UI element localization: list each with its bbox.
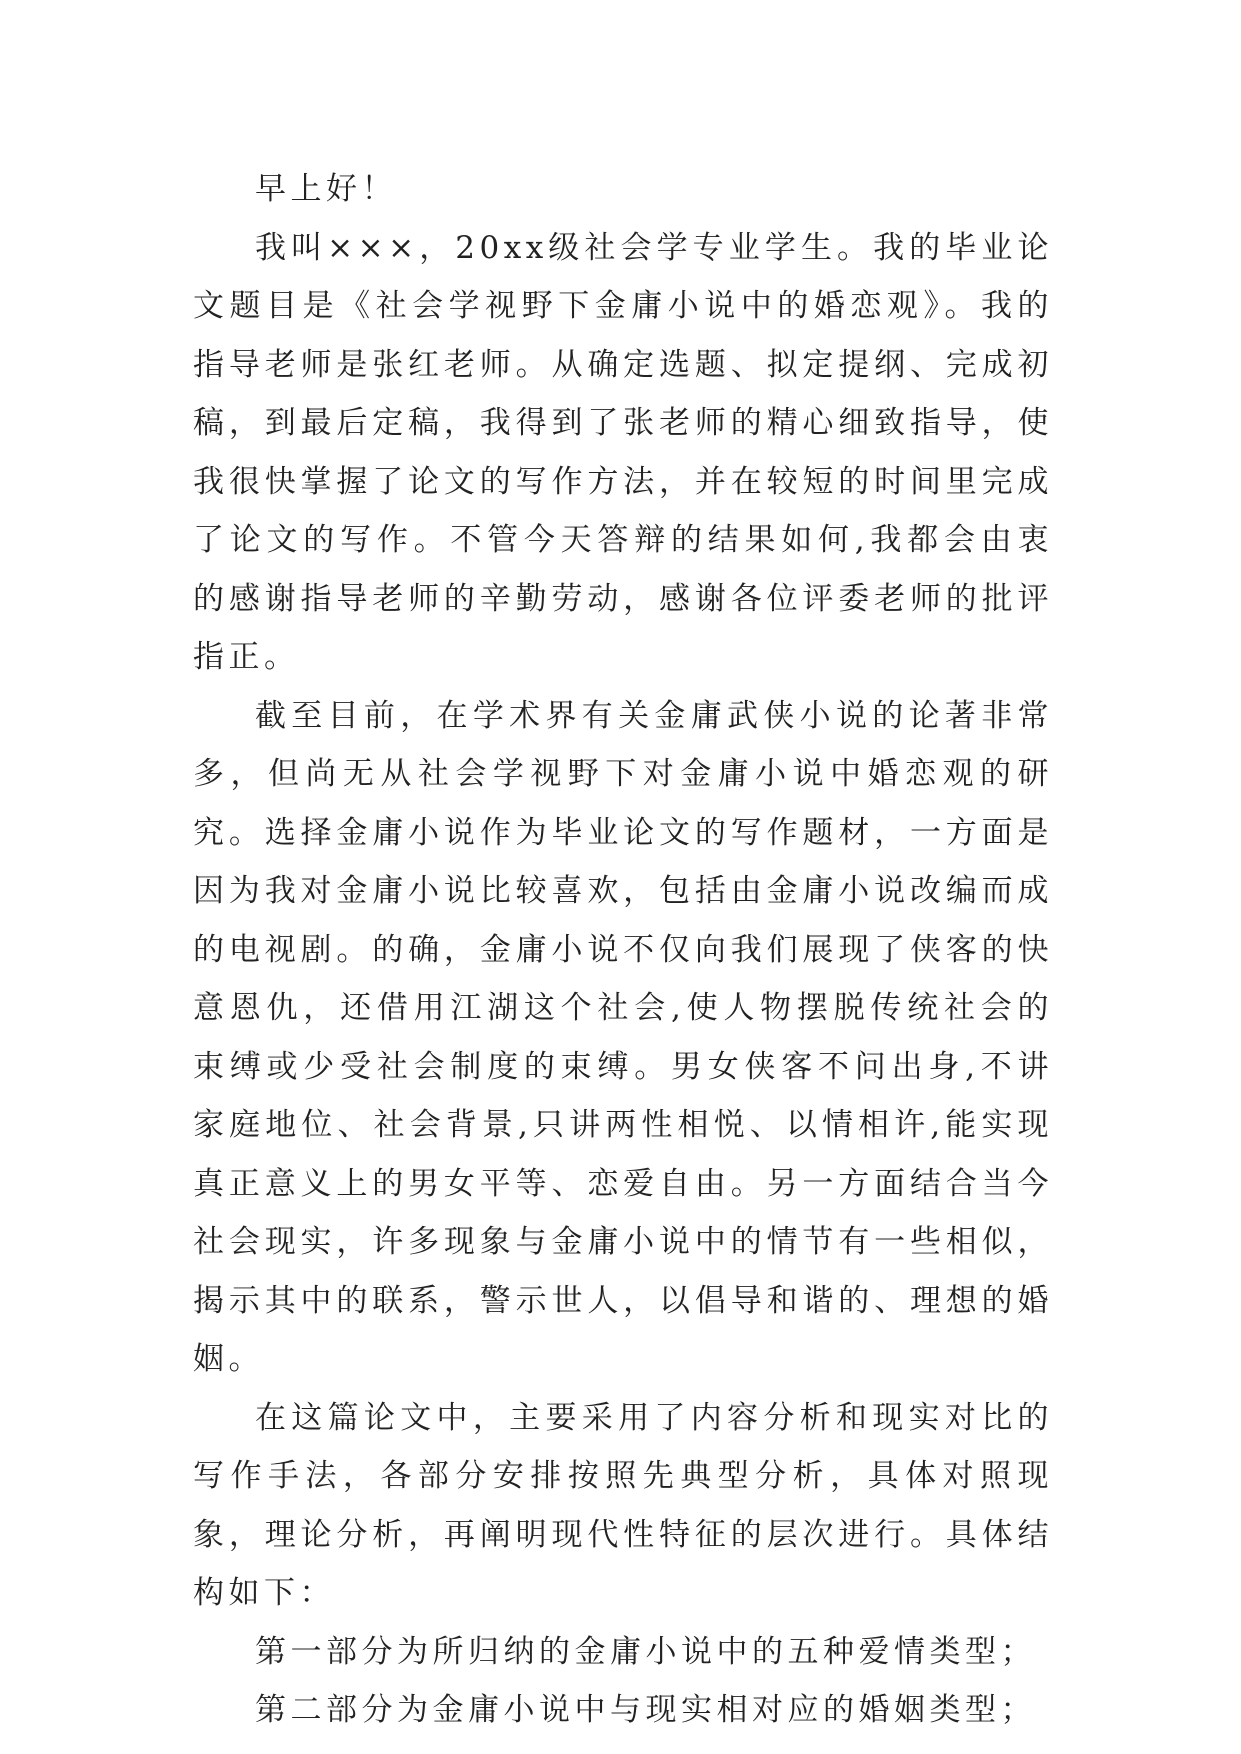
document-body xyxy=(193,160,1053,1740)
self-introduction-paragraph: 我叫×××，20xx级社会学专业学生。我的毕业论文题目是《社会学视野下金庸小说中的婚恋观》。我的指导老师是张红老师。从确定选题、拟定提纲、完成初稿，到最后定稿，我得到了张老师的精心细致指导，使我很快掌握了论文的写作方法，并在较短的时间里完成了论文的写作。不管今天答辩的结果如何,我都会由衷的感谢指导老师的辛勤劳动，感谢各位评委老师的批评指正。 xyxy=(193,229,1053,675)
method-paragraph: 在这篇论文中，主要采用了内容分析和现实对比的写作手法，各部分安排按照先典型分析，具体对照现象，理论分析，再阐明现代性特征的层次进行。具体结构如下： xyxy=(193,1399,1053,1611)
structure-item-1: 第一部分为所归纳的金庸小说中的五种爱情类型； xyxy=(255,1633,1036,1670)
structure-item-2: 第二部分为金庸小说中与现实相对应的婚姻类型； xyxy=(255,1692,1036,1728)
topic-background-paragraph: 截至目前，在学术界有关金庸武侠小说的论著非常多，但尚无从社会学视野下对金庸小说中婚恋观的研究。选择金庸小说作为毕业论文的写作题材，一方面是因为我对金庸小说比较喜欢，包括由金庸小说改编而成的电视剧。的确，金庸小说不仅向我们展现了侠客的快意恩仇，还借用江湖这个社会,使人物摆脱传统社会的束缚或少受社会制度的束缚。男女侠客不问出身,不讲家庭地位、社会背景,只讲两性相悦、以情相许,能实现真正意义上的男女平等、恋爱自由。另一方面结合当今社会现实，许多现象与金庸小说中的情节有一些相似，揭示其中的联系，警示世人，以倡导和谐的、理想的婚姻。 xyxy=(193,697,1053,1377)
greeting-paragraph: 早上好！ xyxy=(255,171,397,207)
